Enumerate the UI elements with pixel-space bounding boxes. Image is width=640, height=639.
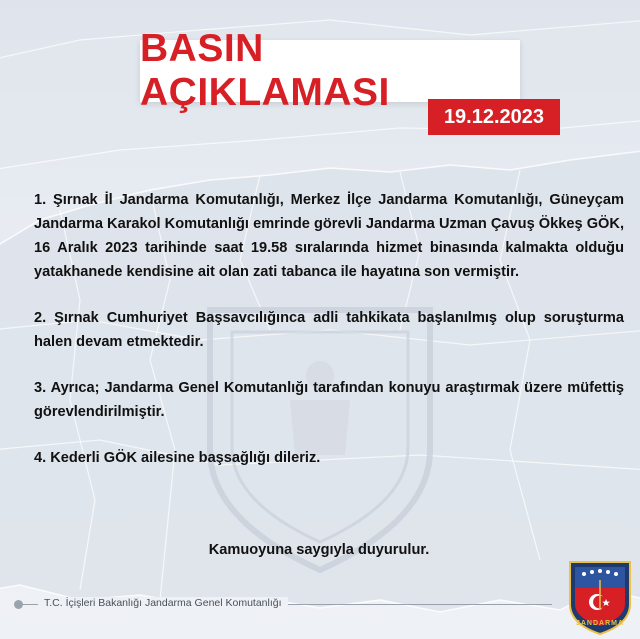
footer-source: T.C. İçişleri Bakanlığı Jandarma Genel Komutanlığı bbox=[38, 597, 288, 609]
statement-paragraph-1: 1. Şırnak İl Jandarma Komutanlığı, Merkez İlçe Jandarma Komutanlığı, Güneyçam Jandarma Karakol Komutanlığı emrinde görevli Jandarma Uzman Çavuş Ökkeş GÖK, 16 Aralık 2023 tarihinde saat 19.58 sıralarında hizmet binasında kalmakta olduğu yatakhanede kendisine ait olan zati tabanca ile hayatına son vermiştir. bbox=[34, 192, 624, 280]
statement-paragraph-4: 4. Kederli GÖK ailesine başsağlığı dileriz. bbox=[34, 450, 321, 466]
statement-body bbox=[34, 188, 624, 492]
closing-line: Kamuoyuna saygıyla duyurulur. bbox=[208, 542, 430, 558]
page-title: BASIN AÇIKLAMASI bbox=[140, 27, 390, 114]
title-banner bbox=[140, 27, 520, 114]
footer-dot bbox=[14, 600, 23, 609]
statement-paragraph-3: 3. Ayrıca; Jandarma Genel Komutanlığı tarafından konuyu araştırmak üzere müfettiş görevlendirilmiştir. bbox=[34, 380, 624, 420]
date-badge bbox=[428, 99, 560, 135]
statement-paragraph-2: 2. Şırnak Cumhuriyet Başsavcılığınca adli tahkikata başlanılmış olup soruşturma halen devam etmektedir. bbox=[34, 310, 624, 350]
release-date: 19.12.2023 bbox=[443, 105, 545, 128]
emblem-label: JANDARMA bbox=[575, 620, 625, 627]
